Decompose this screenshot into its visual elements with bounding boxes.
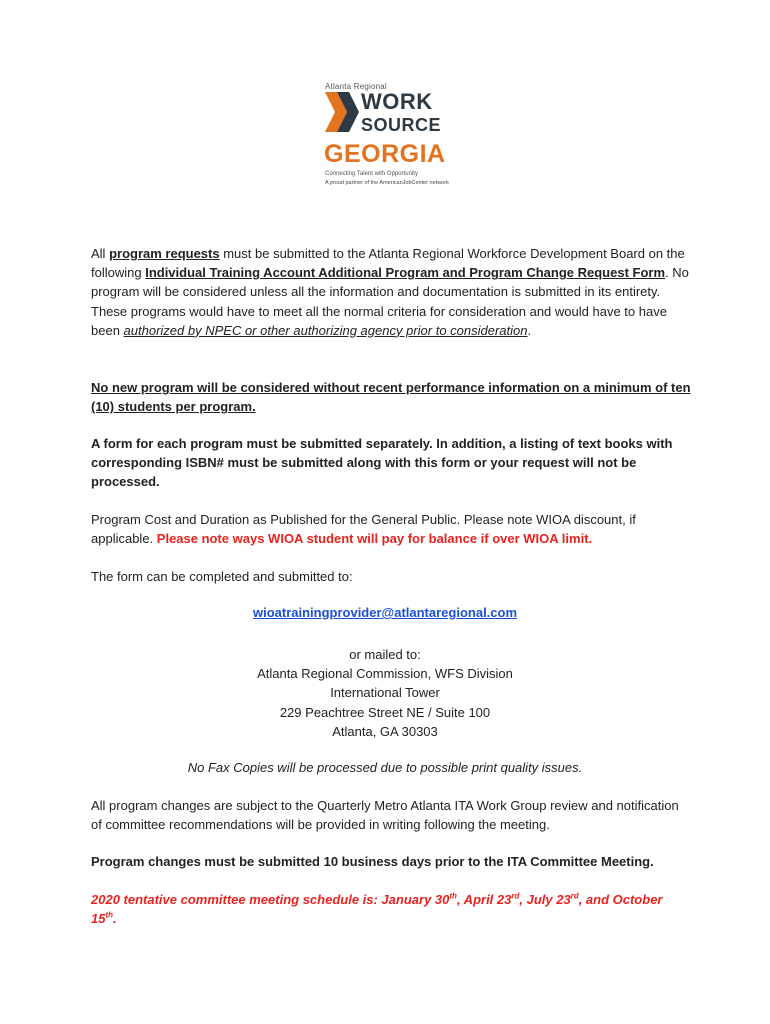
- submission-intro: The form can be completed and submitted to:: [91, 569, 353, 584]
- logo-tagline: Connecting Talent with Opportunity: [325, 171, 418, 177]
- program-changes-paragraph: All program changes are subject to the Quarterly Metro Atlanta ITA Work Group review and notification of committee recommendations will be provided in writing following the meeting.: [91, 798, 679, 833]
- address-line-1: Atlanta Regional Commission, WFS Division: [257, 666, 513, 682]
- logo-region-label: Atlanta Regional: [325, 82, 387, 91]
- address-line-4: Atlanta, GA 30303: [332, 723, 438, 739]
- wioa-balance-note: Please note ways WIOA student will pay for balance if over WIOA limit.: [156, 531, 593, 547]
- address-line-3: 229 Peachtree Street NE / Suite 100: [279, 704, 491, 720]
- no-fax-notice: No Fax Copies will be processed due to possible print quality issues.: [187, 760, 583, 775]
- deadline-paragraph: Program changes must be submitted 10 business days prior to the ITA Committee Meeting.: [91, 854, 654, 869]
- separate-form-requirement: A form for each program must be submitted separately. In addition, a listing of text books with corresponding ISBN# must be submitted along with this form or your request will not be processed.: [91, 436, 673, 490]
- address-line-2: International Tower: [330, 685, 440, 701]
- authorization-text: authorized by NPEC or other authorizing agency prior to consideration: [123, 322, 528, 338]
- logo-georgia-text: GEORGIA: [324, 140, 446, 168]
- logo-chevron-icon: [325, 92, 359, 132]
- worksource-georgia-logo: [322, 78, 452, 194]
- logo-partner-line: A proud partner of the AmericanJobCenter network: [325, 180, 449, 186]
- submission-email-link[interactable]: wioatrainingprovider@atlantaregional.com: [252, 605, 518, 620]
- program-requests-text: program requests: [109, 246, 220, 261]
- meeting-schedule: 2020 tentative committee meeting schedule is: January 30th, April 23rd, July 23rd, and October 15th.: [91, 891, 663, 927]
- form-name-text: Individual Training Account Additional Program and Program Change Request Form: [145, 265, 666, 281]
- mailing-address: [91, 645, 679, 741]
- performance-requirement: No new program will be considered without recent performance information on a minimum of ten (10) students per program.: [91, 380, 691, 415]
- program-cost-paragraph: Program Cost and Duration as Published for the General Public. Please note WIOA discount, if applicable. Please note ways WIOA student will pay for balance if over WIOA limit.: [91, 512, 636, 547]
- logo-work-text: WORK: [361, 89, 433, 114]
- logo-source-text: SOURCE: [361, 115, 442, 135]
- intro-paragraph: All program requests must be submitted to the Atlanta Regional Workforce Development Board on the following Individual Training Account Additional Program and Program Change Request Form. No program will be considered unless all the information and documentation is submitted in its entirety. These programs would have to meet all the normal criteria for consideration and would have to have been authorized by NPEC or other authorizing agency prior to consideration.: [91, 246, 689, 338]
- address-intro: or mailed to:: [349, 647, 421, 662]
